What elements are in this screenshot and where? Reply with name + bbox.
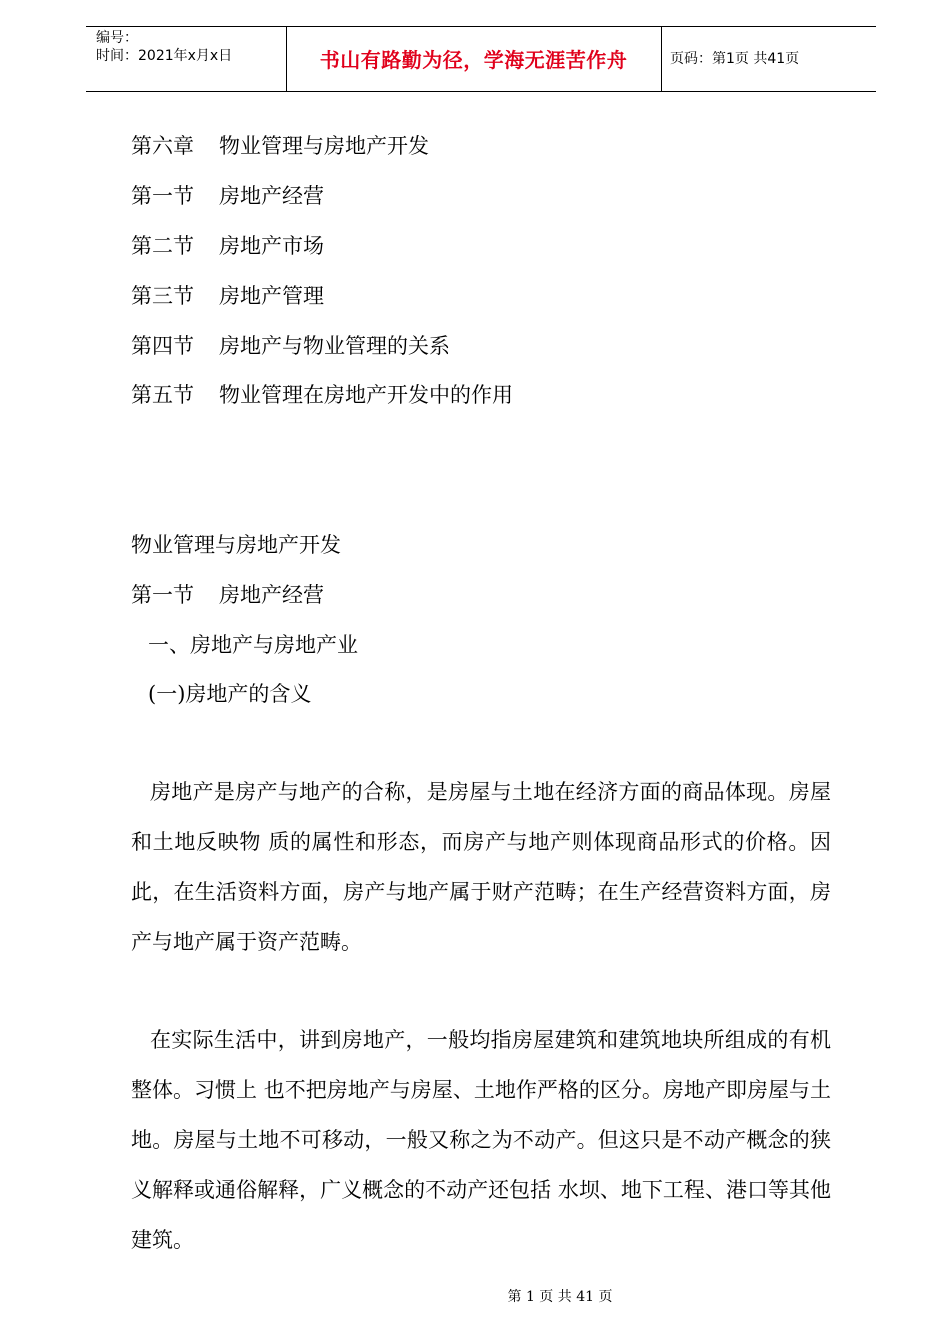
toc-item-title: 房地产与物业管理的关系 — [219, 334, 450, 358]
sub-subheading: (一)房地产的含义 — [148, 682, 312, 706]
page-header — [86, 26, 876, 92]
toc-item-number: 第二节 — [131, 234, 194, 258]
section-heading — [131, 580, 324, 610]
header-meta — [96, 29, 232, 65]
toc-item — [131, 331, 450, 361]
document-number-label: 编号： — [96, 30, 138, 46]
header-page-info: 页码：第1页 共41页 — [670, 51, 800, 67]
section-number: 第一节 — [131, 583, 194, 607]
toc-chapter — [131, 131, 429, 161]
page-footer: 第 1 页 共 41 页 — [507, 1289, 613, 1305]
toc-item — [131, 231, 324, 261]
document-date: 时间：2021年x月x日 — [96, 48, 233, 64]
toc-item-number: 第四节 — [131, 334, 194, 358]
toc-item-title: 物业管理在房地产开发中的作用 — [219, 383, 513, 407]
toc-item — [131, 281, 324, 311]
subheading: 一、房地产与房地产业 — [148, 633, 358, 657]
paragraph: 房地产是房产与地产的合称，是房屋与土地在经济方面的商品体现。房屋和土地反映物 质的属性和形态，而房产与地产则体现商品形式的价格。因此，在生活资料方面，房产与地产属于财产范畴；在生产经营资料方面，房产与地产属于资产范畴。 — [131, 780, 831, 954]
header-motto: 书山有路勤为径，学海无涯苦作舟 — [319, 48, 628, 72]
toc-item-number: 第三节 — [131, 284, 194, 308]
toc-chapter-number: 第六章 — [131, 134, 194, 158]
toc-item-number: 第五节 — [131, 383, 194, 407]
toc-item-title: 房地产经营 — [219, 184, 324, 208]
toc-item-title: 房地产市场 — [219, 234, 324, 258]
toc-chapter-title: 物业管理与房地产开发 — [219, 134, 429, 158]
paragraph: 在实际生活中，讲到房地产，一般均指房屋建筑和建筑地块所组成的有机整体。习惯上 也不把房地产与房屋、土地作严格的区分。房地产即房屋与土地。房屋与土地不可移动，一般又称之为不动产。但这只是不动产概念的狭义解释或通俗解释，广义概念的不动产还包括 水坝、地下工程、港口等其他建筑。 — [131, 1028, 831, 1252]
toc-item — [131, 181, 324, 211]
toc-item — [131, 380, 513, 410]
section-title: 房地产经营 — [219, 583, 324, 607]
toc-item-title: 房地产管理 — [219, 284, 324, 308]
toc-item-number: 第一节 — [131, 184, 194, 208]
header-divider — [661, 27, 662, 91]
body-title: 物业管理与房地产开发 — [131, 533, 341, 557]
